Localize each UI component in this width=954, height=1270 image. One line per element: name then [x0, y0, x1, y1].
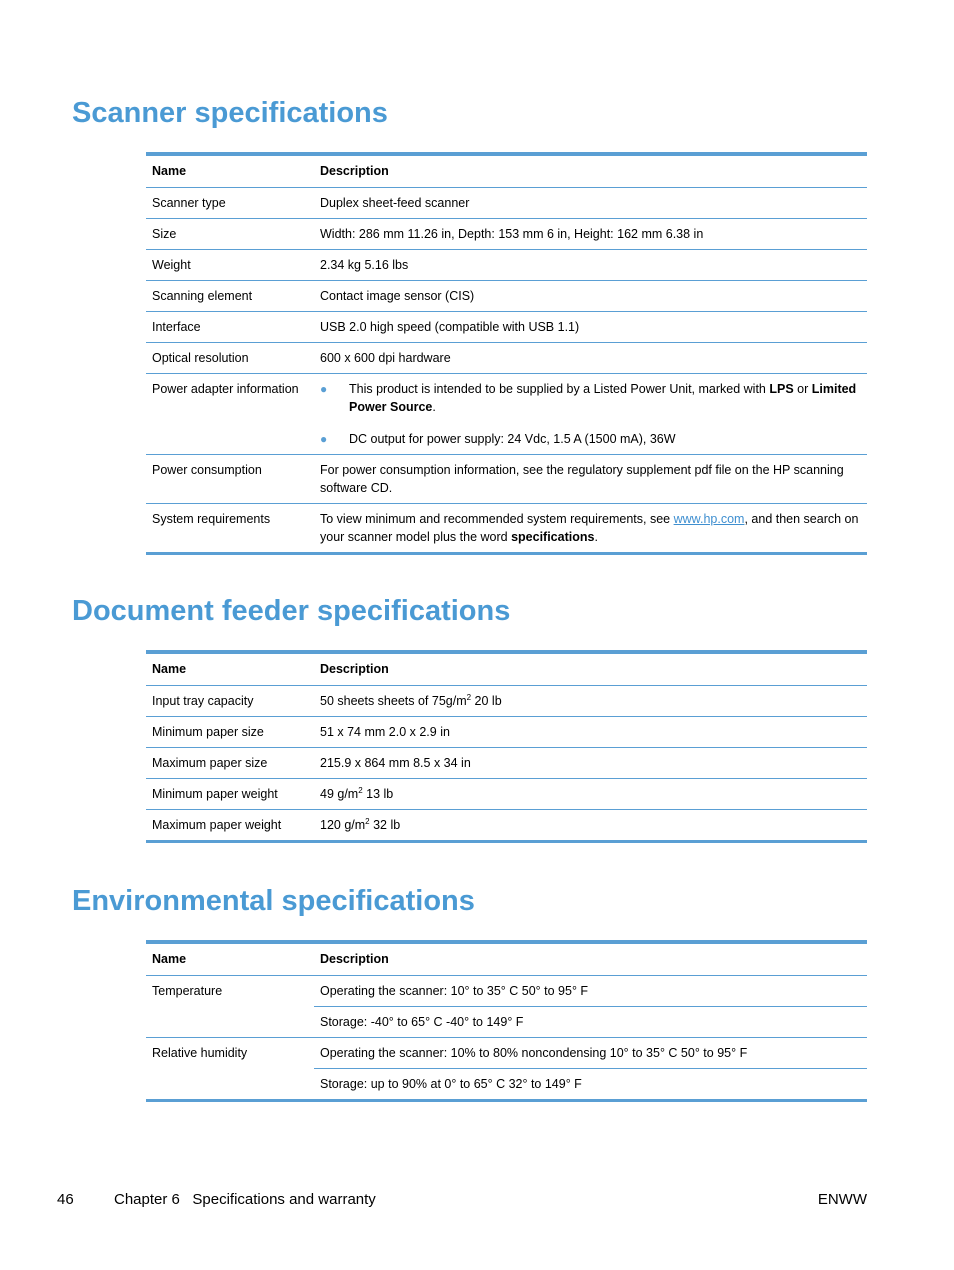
row-name: Input tray capacity	[146, 686, 314, 717]
row-description	[314, 504, 867, 554]
row-name: Weight	[146, 250, 314, 281]
row-description: 2.34 kg 5.16 lbs	[314, 250, 867, 281]
chapter-title: Chapter 6 Specifications and warranty	[114, 1191, 376, 1208]
bullet-text: or	[793, 382, 812, 396]
row-name: Scanner type	[146, 188, 314, 219]
environmental-specs-heading: Environmental specifications	[72, 885, 475, 917]
row-description: Width: 286 mm 11.26 in, Depth: 153 mm 6 in, Height: 162 mm 6.38 in	[314, 219, 867, 250]
desc-text: , and then search on your scanner model plus the word	[320, 512, 859, 544]
table-row	[146, 1038, 867, 1069]
bullet-dot-icon: ●	[320, 382, 328, 396]
row-description: USB 2.0 high speed (compatible with USB 1.1)	[314, 312, 867, 343]
desc-text: .	[594, 530, 598, 544]
table-row	[146, 219, 867, 250]
column-header-name: Name	[146, 154, 314, 188]
row-name: Minimum paper size	[146, 717, 314, 748]
feeder-specs-table	[146, 650, 867, 843]
row-description: 215.9 x 864 mm 8.5 x 34 in	[314, 748, 867, 779]
table-row	[146, 976, 867, 1007]
superscript: 2	[466, 692, 472, 702]
row-name: Interface	[146, 312, 314, 343]
bold-limited-power-source: Limited Power Source	[349, 382, 857, 414]
table-row	[146, 455, 867, 504]
table-row	[146, 374, 867, 455]
row-description	[314, 779, 867, 810]
table-row	[146, 717, 867, 748]
superscript: 2	[358, 785, 363, 795]
scanner-specs-table	[146, 152, 867, 555]
environmental-specs-table	[146, 940, 867, 1102]
bullet-item	[320, 380, 861, 416]
column-header-name: Name	[146, 942, 314, 976]
row-description: Duplex sheet-feed scanner	[314, 188, 867, 219]
row-name: Relative humidity	[152, 1046, 248, 1060]
bold-lps: LPS	[769, 382, 794, 396]
bullet-item	[320, 430, 861, 448]
desc-text: 50 sheets sheets of 75g/m	[320, 694, 467, 708]
bold-specifications: specifications	[511, 530, 595, 544]
row-name: Power adapter information	[146, 374, 314, 455]
table-row	[146, 250, 867, 281]
table-row	[146, 188, 867, 219]
table-row	[146, 748, 867, 779]
table-row	[146, 281, 867, 312]
table-header-row	[146, 652, 867, 686]
row-name: Optical resolution	[146, 343, 314, 374]
row-description: 600 x 600 dpi hardware	[314, 343, 867, 374]
table-row	[146, 343, 867, 374]
desc-text: 32 lb	[369, 818, 401, 832]
desc-text: 13 lb	[362, 787, 394, 801]
bullet-text: This product is intended to be supplied by a Listed Power Unit, marked with	[349, 382, 770, 396]
column-header-description: Description	[314, 652, 867, 686]
table-row	[146, 810, 867, 842]
page-number: 46	[57, 1191, 74, 1208]
row-description: Operating the scanner: 10% to 80% noncondensing 10° to 35° C 50° to 95° F	[314, 1038, 867, 1069]
column-header-description: Description	[314, 942, 867, 976]
table-row	[146, 686, 867, 717]
row-description: 51 x 74 mm 2.0 x 2.9 in	[314, 717, 867, 748]
row-description: For power consumption information, see the regulatory supplement pdf file on the HP scanning software CD.	[314, 455, 867, 504]
row-description: Operating the scanner: 10° to 35° C 50° to 95° F	[314, 976, 867, 1007]
table-row	[146, 504, 867, 554]
bullet-dot-icon: ●	[320, 432, 328, 446]
row-name: Power consumption	[146, 455, 314, 504]
row-description	[314, 810, 867, 842]
feeder-specs-heading: Document feeder specifications	[72, 595, 511, 627]
row-description: Storage: -40° to 65° C -40° to 149° F	[314, 1007, 867, 1038]
footer-right-label: ENWW	[817, 1191, 867, 1208]
row-name: Size	[146, 219, 314, 250]
row-description	[314, 686, 867, 717]
row-description: Contact image sensor (CIS)	[314, 281, 867, 312]
table-row	[146, 779, 867, 810]
desc-text: To view minimum and recommended system requirements, see	[320, 512, 674, 526]
desc-text: 20 lb	[471, 694, 502, 708]
table-row	[146, 312, 867, 343]
column-header-description: Description	[314, 154, 867, 188]
column-header-name: Name	[146, 652, 314, 686]
bullet-text: DC output for power supply: 24 Vdc, 1.5 A (1500 mA), 36W	[349, 432, 676, 446]
row-name: Maximum paper weight	[152, 818, 282, 832]
hp-website-link[interactable]: www.hp.com	[673, 512, 745, 526]
bullet-text: .	[432, 400, 436, 414]
table-header-row	[146, 942, 867, 976]
scanner-specs-heading: Scanner specifications	[72, 97, 388, 129]
row-description	[314, 374, 867, 455]
table-header-row	[146, 154, 867, 188]
row-name: Minimum paper weight	[146, 779, 314, 810]
row-name: System requirements	[152, 512, 271, 526]
row-name: Scanning element	[146, 281, 314, 312]
row-name: Maximum paper size	[146, 748, 314, 779]
row-description: Storage: up to 90% at 0° to 65° C 32° to 149° F	[320, 1077, 582, 1091]
row-name: Temperature	[146, 976, 314, 1038]
superscript: 2	[365, 816, 370, 826]
desc-text: 120 g/m	[320, 818, 366, 832]
desc-text: 49 g/m	[320, 787, 359, 801]
